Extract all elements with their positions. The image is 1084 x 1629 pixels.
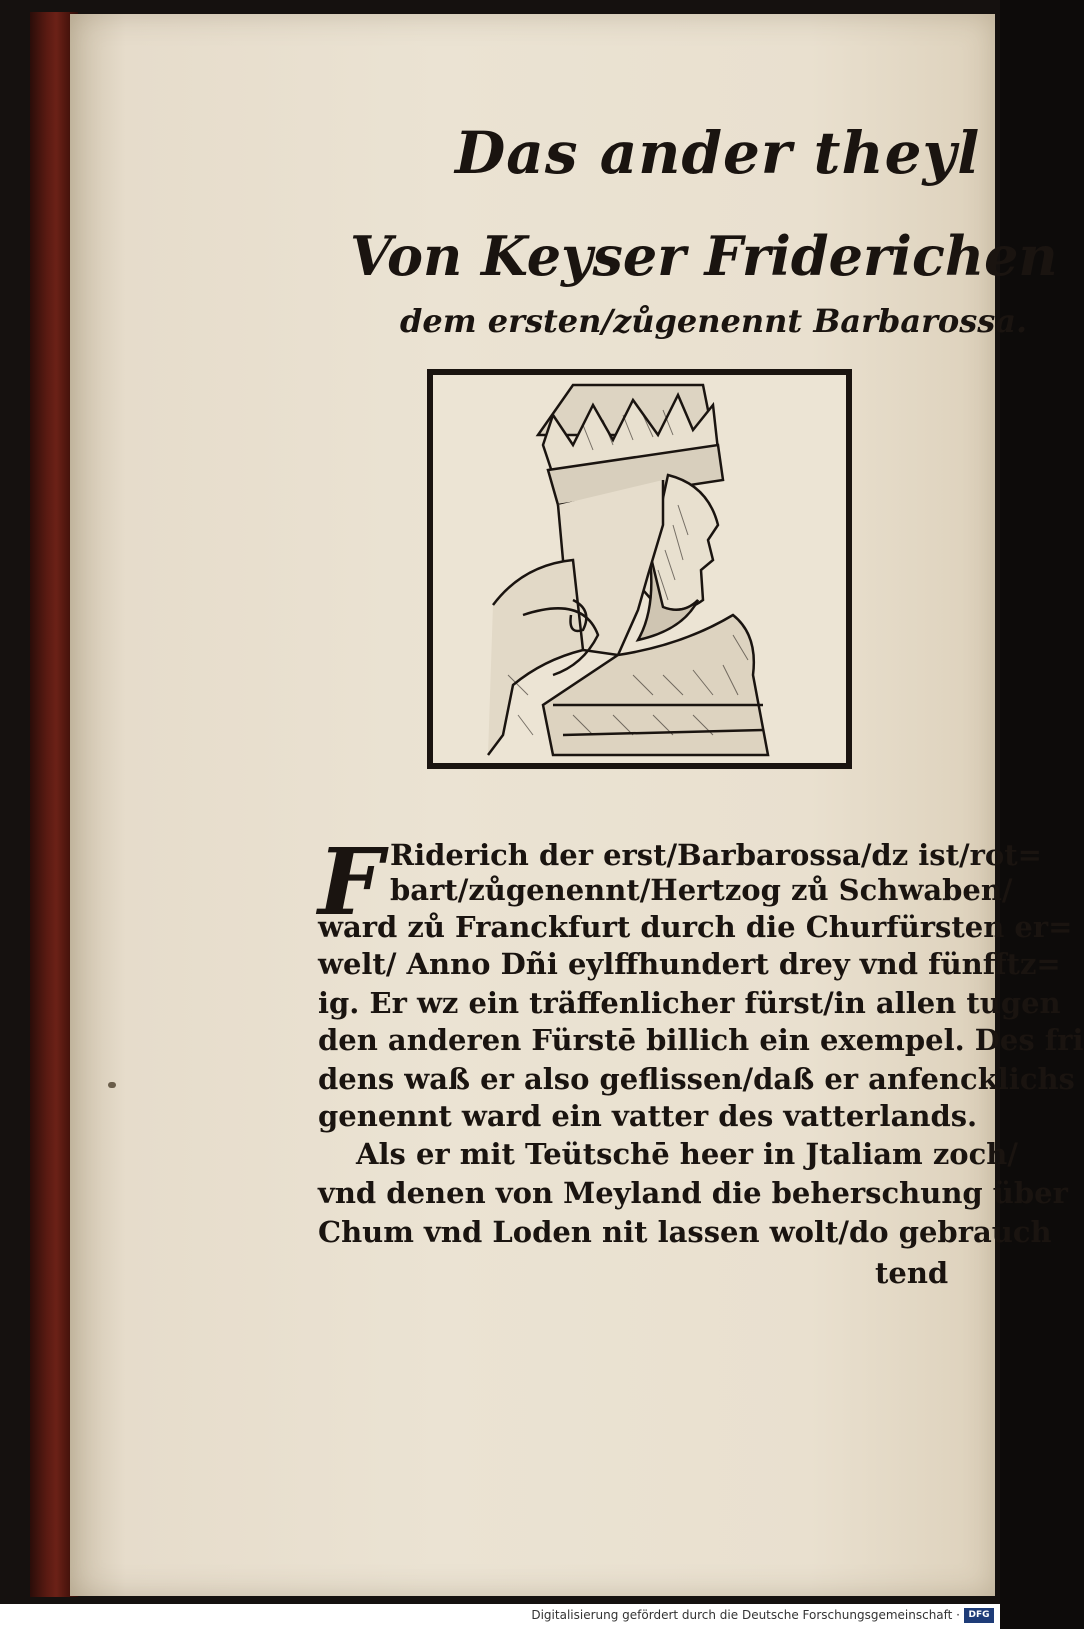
text-line: ward zů Franckfurt durch die Churfürsten er= (318, 910, 1073, 944)
decorated-initial: F (318, 828, 384, 936)
emperor-portrait-illustration (433, 375, 846, 763)
text-line: Als er mit Teütschē heer in Jtaliam zoch/ (356, 1137, 1018, 1171)
text-line: den anderen Fürstē billich ein exempel. Des fri (318, 1023, 1084, 1057)
ink-smudge (108, 1082, 116, 1088)
heading-subtitle: dem ersten/zůgenennt Barbarossa. (400, 302, 1028, 340)
text-line: genennt ward ein vatter des vatterlands. (318, 1099, 978, 1133)
book-page (70, 14, 1084, 1596)
text-line: dens waß er also geflissen/daß er anfencklichs (318, 1062, 1075, 1096)
text-line: bart/zůgenennt/Hertzog zů Schwaben/ (390, 873, 1013, 907)
dfg-logo-icon: DFG (964, 1608, 994, 1623)
text-line: welt/ Anno Dñi eylffhundert drey vnd fünfftz= (318, 947, 1061, 981)
catchword: tend (875, 1256, 949, 1290)
text-line: Chum vnd Loden nit lassen wolt/do gebrauch (318, 1215, 1052, 1249)
text-line: ig. Er wz ein träffenlicher fürst/in allen tugen (318, 986, 1061, 1020)
heading-part-title: Das ander theyl (455, 119, 981, 187)
digitization-footer (0, 1604, 1000, 1629)
footer-credit: Digitalisierung gefördert durch die Deutsche Forschungsgemeinschaft · (531, 1608, 960, 1622)
text-line: Riderich der erst/Barbarossa/dz ist/rot= (390, 838, 1042, 872)
text-line: vnd denen von Meyland die beherschung über (318, 1176, 1068, 1210)
heading-emperor-name: Von Keyser Friderichen (350, 224, 1058, 288)
woodcut-portrait (427, 369, 852, 769)
